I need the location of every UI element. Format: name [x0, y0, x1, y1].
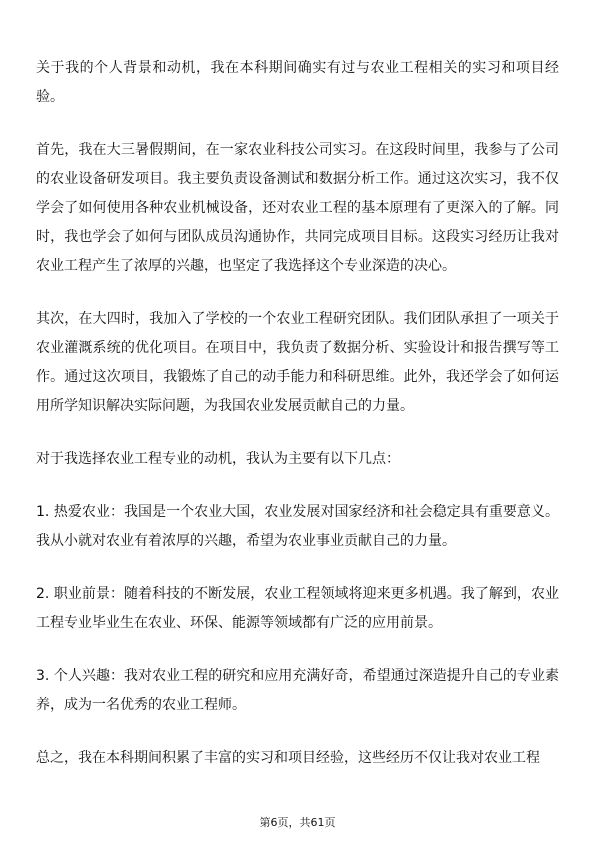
document-body	[36, 54, 559, 797]
paragraph-internship: 首先，我在大三暑假期间，在一家农业科技公司实习。在这段时间里，我参与了公司的农业设备研发项目。我主要负责设备测试和数据分析工作。通过这次实习，我不仅学会了如何使用各种农业机械设备，还对农业工程的基本原理有了更深入的了解。同时，我也学会了如何与团队成员沟通协作，共同完成项目目标。这段实习经历让我对农业工程产生了浓厚的兴趣，也坚定了我选择这个专业深造的决心。	[36, 142, 559, 274]
paragraph-intro: 关于我的个人背景和动机，我在本科期间确实有过与农业工程相关的实习和项目经验。	[36, 60, 559, 105]
paragraph-motivation-intro: 对于我选择农业工程专业的动机，我认为主要有以下几点：	[36, 451, 400, 467]
paragraph-research-team: 其次，在大四时，我加入了学校的一个农业工程研究团队。我们团队承担了一项关于农业灌溉系统的优化项目。在项目中，我负责了数据分析、实验设计和报告撰写等工作。通过这次项目，我锻炼了自己的动手能力和科研思维。此外，我还学会了如何运用所学知识解决实际问题，为我国农业发展贡献自己的力量。	[36, 311, 559, 414]
list-item-personal-interest: 3. 个人兴趣：我对农业工程的研究和应用充满好奇，希望通过深造提升自己的专业素养，成为一名优秀的农业工程师。	[36, 668, 559, 713]
list-item-career-prospects: 2. 职业前景：随着科技的不断发展，农业工程领域将迎来更多机遇。我了解到，农业工程专业毕业生在农业、环保、能源等领域都有广泛的应用前景。	[36, 586, 559, 631]
list-item-love-agriculture: 1. 热爱农业：我国是一个农业大国，农业发展对国家经济和社会稳定具有重要意义。我从小就对农业有着浓厚的兴趣，希望为农业事业贡献自己的力量。	[36, 504, 559, 549]
page-number: 第6页，共61页	[259, 816, 336, 829]
paragraph-conclusion: 总之，我在本科期间积累了丰富的实习和项目经验，这些经历不仅让我对农业工程	[36, 750, 540, 766]
